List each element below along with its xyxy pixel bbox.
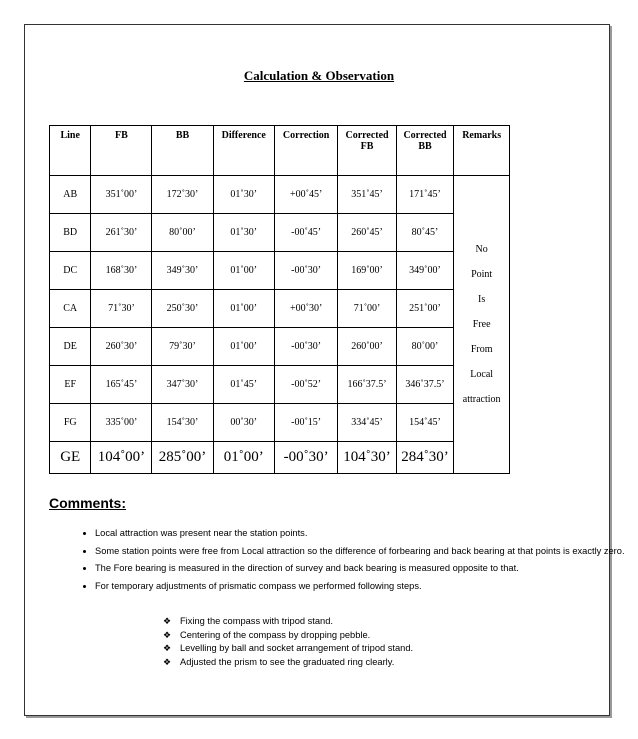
cell-difference: 00˚30’ xyxy=(213,404,274,442)
cell-corrected-bb: 80˚45’ xyxy=(396,214,454,252)
step-text: Levelling by ball and socket arrangement of tripod stand. xyxy=(180,643,414,653)
cell-corrected-bb: 154˚45’ xyxy=(396,404,454,442)
cell-correction: -00˚45’ xyxy=(274,214,337,252)
cell-correction: -00˚30’ xyxy=(274,328,337,366)
cell-bb: 80˚00’ xyxy=(152,214,213,252)
table-row xyxy=(50,442,510,474)
cell-fb: 71˚30’ xyxy=(91,290,152,328)
list-item xyxy=(160,615,413,629)
cell-bb: 154˚30’ xyxy=(152,404,213,442)
table-row xyxy=(50,366,510,404)
cell-correction: -00˚30’ xyxy=(274,252,337,290)
cell-difference: 01˚30’ xyxy=(213,214,274,252)
cell-line: FG xyxy=(50,404,91,442)
cell-line: EF xyxy=(50,366,91,404)
cell-corrected-bb: 346˚37.5’ xyxy=(396,366,454,404)
remarks-line: No xyxy=(475,244,488,255)
step-text: Centering of the compass by dropping pebble. xyxy=(180,629,371,640)
cell-fb: 260˚30’ xyxy=(91,328,152,366)
cell-fb: 351˚00’ xyxy=(91,176,152,214)
diamond-bullet-icon: ❖ xyxy=(162,629,172,640)
cell-bb: 250˚30’ xyxy=(152,290,213,328)
cell-corrected-bb: 284˚30’ xyxy=(396,442,454,474)
header-fb: FB xyxy=(91,126,152,176)
header-correction: Correction xyxy=(274,126,337,176)
header-corrected-fb: Corrected FB xyxy=(338,126,396,176)
cell-correction: +00˚30’ xyxy=(274,290,337,328)
cell-fb: 165˚45’ xyxy=(91,366,152,404)
header-corrected-bb: Corrected BB xyxy=(396,126,454,176)
table-row xyxy=(50,214,510,252)
table-row xyxy=(50,404,510,442)
list-item: • Some station points were free from Local attraction so the difference of forbearing and back bearing at that points is exactly zero. xyxy=(95,545,635,559)
cell-correction: -00˚30’ xyxy=(274,442,337,474)
list-item xyxy=(160,629,413,643)
cell-corrected-fb: 104˚30’ xyxy=(338,442,396,474)
remarks-line: Free xyxy=(472,319,491,330)
cell-difference: 01˚00’ xyxy=(213,290,274,328)
cell-corrected-fb: 351˚45’ xyxy=(338,176,396,214)
remarks-line: Point xyxy=(471,269,493,280)
cell-remarks xyxy=(454,176,510,474)
cell-bb: 349˚30’ xyxy=(152,252,213,290)
cell-correction: +00˚45’ xyxy=(274,176,337,214)
header-bb: BB xyxy=(152,126,213,176)
header-remarks: Remarks xyxy=(454,126,510,176)
remarks-line: Local xyxy=(470,369,494,380)
diamond-bullet-icon: ❖ xyxy=(162,616,172,626)
cell-correction: -00˚52’ xyxy=(274,366,337,404)
list-item: • The Fore bearing is measured in the direction of survey and back bearing is measured opposite to that. xyxy=(95,562,635,576)
cell-line: CA xyxy=(50,290,91,328)
table-header-row xyxy=(50,126,510,176)
remarks-line: From xyxy=(470,344,493,355)
table-row xyxy=(50,252,510,290)
cell-difference: 01˚00’ xyxy=(213,442,274,474)
list-item xyxy=(160,656,413,670)
table-row xyxy=(50,290,510,328)
table-row xyxy=(50,328,510,366)
cell-difference: 01˚30’ xyxy=(213,176,274,214)
table-row xyxy=(50,176,510,214)
cell-corrected-fb: 260˚00’ xyxy=(338,328,396,366)
cell-corrected-fb: 334˚45’ xyxy=(338,404,396,442)
remarks-line: Is xyxy=(478,294,486,305)
header-line: Line xyxy=(50,126,91,176)
steps-list xyxy=(160,615,413,669)
cell-fb: 261˚30’ xyxy=(91,214,152,252)
list-item xyxy=(160,642,413,656)
diamond-bullet-icon: ❖ xyxy=(162,643,172,653)
remarks-line: attraction xyxy=(462,394,501,405)
cell-fb: 104˚00’ xyxy=(91,442,152,474)
cell-line: AB xyxy=(50,176,91,214)
page-title: Calculation & Observation xyxy=(243,68,395,83)
cell-fb: 168˚30’ xyxy=(91,252,152,290)
cell-corrected-bb: 349˚00’ xyxy=(396,252,454,290)
observation-table xyxy=(49,125,510,474)
cell-line: DC xyxy=(50,252,91,290)
header-difference: Difference xyxy=(213,126,274,176)
cell-corrected-bb: 251˚00’ xyxy=(396,290,454,328)
cell-difference: 01˚00’ xyxy=(213,252,274,290)
cell-line: GE xyxy=(50,442,91,474)
cell-line: DE xyxy=(50,328,91,366)
step-text: Fixing the compass with tripod stand. xyxy=(180,616,333,626)
cell-line: BD xyxy=(50,214,91,252)
cell-correction: -00˚15’ xyxy=(274,404,337,442)
step-text: Adjusted the prism to see the graduated ring clearly. xyxy=(180,656,395,667)
cell-corrected-fb: 71˚00’ xyxy=(338,290,396,328)
cell-corrected-fb: 169˚00’ xyxy=(338,252,396,290)
cell-bb: 172˚30’ xyxy=(152,176,213,214)
diamond-bullet-icon: ❖ xyxy=(162,656,172,667)
cell-corrected-bb: 171˚45’ xyxy=(396,176,454,214)
cell-bb: 285˚00’ xyxy=(152,442,213,474)
cell-bb: 79˚30’ xyxy=(152,328,213,366)
cell-corrected-fb: 260˚45’ xyxy=(338,214,396,252)
cell-corrected-bb: 80˚00’ xyxy=(396,328,454,366)
list-item: • For temporary adjustments of prismatic compass we performed following steps. xyxy=(95,580,635,594)
cell-fb: 335˚00’ xyxy=(91,404,152,442)
cell-bb: 347˚30’ xyxy=(152,366,213,404)
comments-heading: Comments: xyxy=(49,495,127,511)
cell-difference: 01˚00’ xyxy=(213,328,274,366)
list-item: • Local attraction was present near the station points. xyxy=(95,527,635,541)
comments-list xyxy=(60,527,635,597)
cell-difference: 01˚45’ xyxy=(213,366,274,404)
cell-corrected-fb: 166˚37.5’ xyxy=(338,366,396,404)
